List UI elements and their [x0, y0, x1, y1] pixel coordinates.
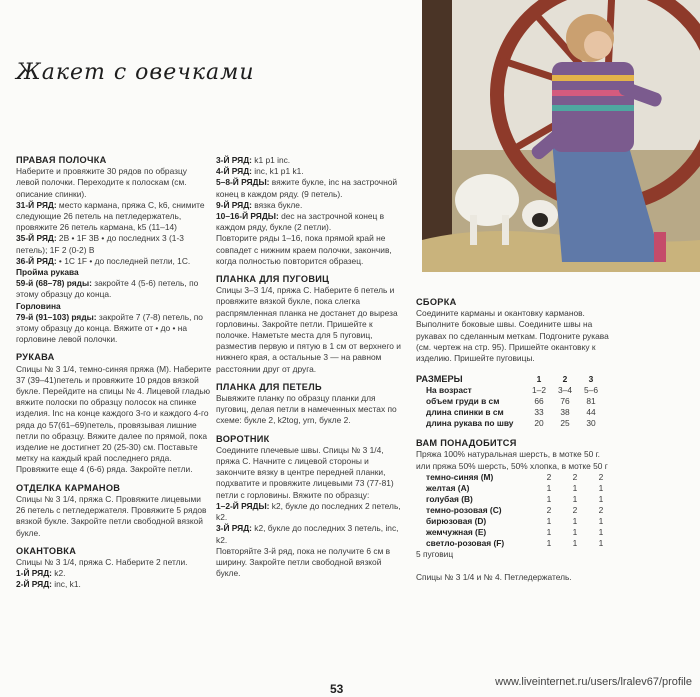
column-3	[416, 297, 616, 583]
row-instruction	[216, 200, 406, 211]
paragraph: Спицы № 3 1/4, темно-синяя пряжа (М). Наберите 37 (39–41)петель и провяжите 10 рядов вязкой букле. Перейдите на спицы № 4. Лицевой гладью вяжите полоски по образцу полосок на спинке изделия. Inc на конце каждого 3-го и каждого 4-го ряда до 57(61–69)петель, провязывая лишние петли по образцу. Вяжите далее по прямой, пока изделие не достигнет 20 (25-30) см. Поставьте метку на каждый край последнего ряда. Провяжите еще 4 (6-6) ряда. Закройте петли.	[16, 363, 212, 475]
table-row	[416, 527, 614, 538]
table-row	[416, 494, 614, 505]
row-instruction	[216, 155, 406, 166]
subheading-armhole	[16, 267, 212, 278]
bold-label: На возраст	[426, 385, 472, 396]
materials-intro: Пряжа 100% натуральная шерсть, в мотке 50 г. или пряжа 50% шерсть, 50% хлопка, в мотке 50 г	[416, 449, 608, 471]
table-cell: 66	[534, 396, 544, 407]
table-cell: 81	[586, 396, 596, 407]
bold-label: 2	[562, 374, 568, 385]
table-cell: 25	[560, 418, 570, 429]
table-row	[416, 418, 604, 429]
text: dec на застрочной конец в каждом ряду, букле (2 петли).	[216, 211, 385, 233]
bold-label: желтая (А)	[426, 482, 470, 493]
bold-label: 10–16-Й РЯДЫ:	[216, 211, 279, 222]
table-cell: 3–4	[558, 385, 572, 396]
buttons-count: 5 пуговиц	[416, 548, 454, 559]
table-row	[416, 407, 604, 418]
paragraph: Соедините карманы и окантовку карманов. Выполните боковые швы. Соедините швы на рукавах по сделанным меткам. Подгоните рукава (см. чертеж на стр. 95). Пришейте окантовку к изделию. Пришейте пуговицы.	[416, 308, 609, 364]
source-url[interactable]: www.liveinternet.ru/users/lralev67/profile	[495, 676, 692, 688]
table-row	[416, 505, 614, 516]
row-instruction	[16, 256, 212, 267]
text: inc, k1.	[51, 579, 81, 590]
table-cell: 38	[560, 407, 570, 418]
bold-label: длина спинки в см	[426, 407, 504, 418]
bold-label: 35-Й РЯД:	[16, 233, 57, 244]
bold-label: жемчужная (E)	[426, 526, 487, 537]
bold-label: 5–8-Й РЯДЫ:	[216, 177, 270, 188]
paragraph: Спицы № 3 1/4, пряжа С. Наберите 2 петли.	[16, 556, 188, 567]
bold-label: 3-Й РЯД:	[216, 155, 252, 165]
bold-label: 59-й (68–78) ряды:	[16, 278, 92, 289]
table-row	[416, 472, 614, 483]
bold-label: 9-Й РЯД:	[216, 199, 252, 210]
table-cell	[416, 407, 526, 418]
row-instruction	[216, 523, 406, 545]
table-cell	[416, 505, 536, 516]
heading-buttonhole-band: ПЛАНКА ДЛЯ ПЕТЕЛЬ	[216, 381, 322, 392]
row-instruction	[216, 211, 406, 233]
paragraph: Вывяжите планку по образцу планки для пуговиц, делая петли в намеченных местах по схеме: букле 2, k2tog, yrn, букле 2.	[216, 393, 397, 426]
table-row	[416, 396, 604, 407]
text: закройте 7 (7-8) петель, по этому образцу до конца. Вяжите от • до • на горловине левой полочки.	[16, 311, 203, 345]
bold-label: 4-Й РЯД:	[216, 166, 252, 177]
bold-label: 1-Й РЯД:	[16, 568, 52, 579]
bold-label: голубая (В)	[426, 493, 473, 504]
table-cell: 2	[572, 504, 578, 515]
table-cell	[416, 483, 536, 494]
table-cell: 1	[546, 537, 552, 548]
needles-info: Спицы № 3 1/4 и № 4. Петледержатель.	[416, 572, 572, 583]
page-number: 53	[330, 682, 344, 696]
table-cell: 1	[572, 515, 578, 526]
text: k2, букле до последних 2 петель, k2.	[216, 500, 401, 523]
bold-label: 31-Й РЯД:	[16, 199, 57, 210]
paragraph: Повторяйте 3-й ряд, пока не получите 6 см в ширину. Закройте петли свободной вязкой букле.	[216, 545, 391, 579]
text: закройте 4 (5-6) петель, по этому образцу до конца.	[16, 278, 199, 300]
bold-label: длина рукава по шву	[426, 418, 514, 429]
bold-label: темно-синяя (М)	[426, 471, 494, 482]
bold-label: 1–2-Й РЯДЫ:	[216, 500, 270, 511]
text: k2, букле до последних 3 петель, inc, k2.	[216, 523, 399, 545]
table-cell: 30	[586, 418, 596, 429]
table-row	[416, 516, 614, 527]
table-cell	[416, 374, 526, 385]
paragraph: Спицы 3–3 1/4, пряжа С. Наберите 6 петель и провяжите вязкой букле, пока слегка распрямленная планка не достанет до выреза горловины. Закройте петли. Пришейте к полочке. Наметьте места для 5 пуговиц, разместив первую и пятую в 1 см от верхнего и нижнего края, а остальные 3 — на равном расстоянии друг от друга.	[216, 285, 401, 374]
text: k1 p1 inc.	[251, 155, 291, 165]
table-cell	[416, 418, 526, 429]
heading-right-front: ПРАВАЯ ПОЛОЧКА	[16, 155, 107, 165]
bold-label: объем груди в см	[426, 396, 500, 407]
table-cell: 1	[572, 537, 578, 548]
bold-label: светло-розовая (F)	[426, 537, 505, 548]
bold-label: 79-й (91–103) ряды:	[16, 311, 97, 322]
table-cell: 1	[598, 537, 604, 548]
bold-label: темно-розовая (С)	[426, 504, 502, 515]
text: место кармана, пряжа С, k6, снимите следующие 26 петель на петледержатель, провяжите 26 петель кармана, k5 (11–14)	[16, 199, 205, 233]
table-cell	[416, 396, 526, 407]
table-cell: 1	[546, 482, 552, 493]
bold-label: бирюзовая (D)	[426, 515, 487, 526]
table-cell: 44	[586, 407, 596, 418]
bold-label: 3-Й РЯД:	[216, 523, 252, 534]
table-cell: 1	[598, 515, 604, 526]
heading-pocket-trim: ОТДЕЛКА КАРМАНОВ	[16, 482, 121, 493]
column-2	[216, 155, 406, 579]
table-cell: 1	[598, 526, 604, 537]
text	[416, 374, 604, 385]
table-cell: 20	[534, 418, 544, 429]
table-cell: 1	[572, 526, 578, 537]
table-cell: 1	[546, 526, 552, 537]
table-cell: 1	[598, 493, 604, 504]
text: k2.	[51, 568, 66, 579]
table-cell	[416, 538, 536, 549]
table-cell	[416, 472, 536, 483]
table-cell: 76	[560, 396, 570, 407]
heading-materials: ВАМ ПОНАДОБИТСЯ	[416, 438, 517, 449]
heading-collar: ВОРОТНИК	[216, 433, 270, 444]
heading-edging: ОКАНТОВКА	[16, 545, 77, 556]
row-instruction	[16, 200, 212, 234]
table-cell: 1	[572, 493, 578, 504]
row-instruction	[216, 166, 406, 177]
table-cell: 2	[572, 471, 578, 482]
column-1	[16, 155, 212, 591]
bold-label: Пройма рукава	[16, 267, 79, 278]
table-cell	[552, 374, 578, 385]
table-cell: 2	[546, 504, 552, 515]
photo-girl-with-lamb	[422, 0, 700, 272]
text: вязка букле.	[251, 199, 303, 210]
table-cell: 33	[534, 407, 544, 418]
row-instruction	[16, 233, 212, 255]
bold-label: 36-Й РЯД:	[16, 255, 57, 266]
table-row	[416, 483, 614, 494]
table-cell: 1	[598, 482, 604, 493]
table-cell: 2	[546, 471, 552, 482]
row-instruction	[16, 312, 212, 346]
table-row	[416, 538, 614, 549]
paragraph: Наберите и провяжите 30 рядов по образцу левой полочки. Переходите к полоскам (см. описание спинки).	[16, 166, 187, 199]
text: 2В • 1F 3В • до последних 3 (1-3 петель); 1F 2 (0-2) В	[16, 233, 184, 255]
subheading-neck	[16, 301, 212, 312]
table-cell	[416, 527, 536, 538]
row-instruction	[16, 579, 212, 590]
table-cell	[416, 516, 536, 527]
table-cell: 1–2	[532, 385, 546, 396]
table-cell: 5–6	[584, 385, 598, 396]
table-cell: 2	[598, 471, 604, 482]
table-cell	[578, 374, 604, 385]
heading-sleeves: РУКАВА	[16, 352, 55, 363]
heading-button-band: ПЛАНКА ДЛЯ ПУГОВИЦ	[216, 274, 330, 285]
table-cell: 1	[546, 493, 552, 504]
text: inc, k1 p1 k1.	[251, 166, 304, 177]
table-row	[416, 385, 604, 396]
table-cell	[416, 385, 526, 396]
paragraph: Соедините плечевые швы. Спицы № 3 1/4, пряжа С. Начните с лицевой стороны и закончите вязку в центре передней планки, подхватите и провяжите лицевыми 73 (77-81) петли с горловины. Вяжите по образцу:	[216, 444, 394, 500]
table-cell	[416, 494, 536, 505]
row-instruction	[16, 278, 212, 300]
row-instruction	[216, 177, 406, 199]
bold-label: 2-Й РЯД:	[16, 579, 52, 590]
table-cell: 2	[598, 504, 604, 515]
text: • 1С 1F • до последней петли, 1С.	[56, 255, 191, 266]
yarn-table	[416, 472, 614, 549]
sizes-table	[416, 374, 604, 429]
bold-label: 1	[536, 374, 542, 385]
heading-sizes: РАЗМЕРЫ	[416, 374, 463, 385]
table-cell	[526, 374, 552, 385]
bold-label: Горловина	[16, 300, 61, 311]
table-cell: 1	[546, 515, 552, 526]
heading-assembly: СБОРКА	[416, 297, 457, 307]
table-cell: 1	[572, 482, 578, 493]
paragraph: Спицы № 3 1/4, пряжа С. Провяжите лицевыми 26 петель с петледержателя. Провяжите 5 рядов вязкой букле. Закройте петли свободной вязкой букле.	[16, 493, 207, 538]
row-instruction	[16, 568, 212, 579]
bold-label: 3	[588, 374, 594, 385]
text: вяжите букле, inc на застрочной конец в каждом ряду. (9 петель).	[216, 177, 398, 199]
page-title: Жакет с овечками	[16, 60, 255, 85]
row-instruction	[216, 501, 406, 523]
paragraph: Повторите ряды 1–16, пока прямой край не совпадет с нижним краем полочки, закончив, когда полностью повторится образец.	[216, 233, 392, 266]
